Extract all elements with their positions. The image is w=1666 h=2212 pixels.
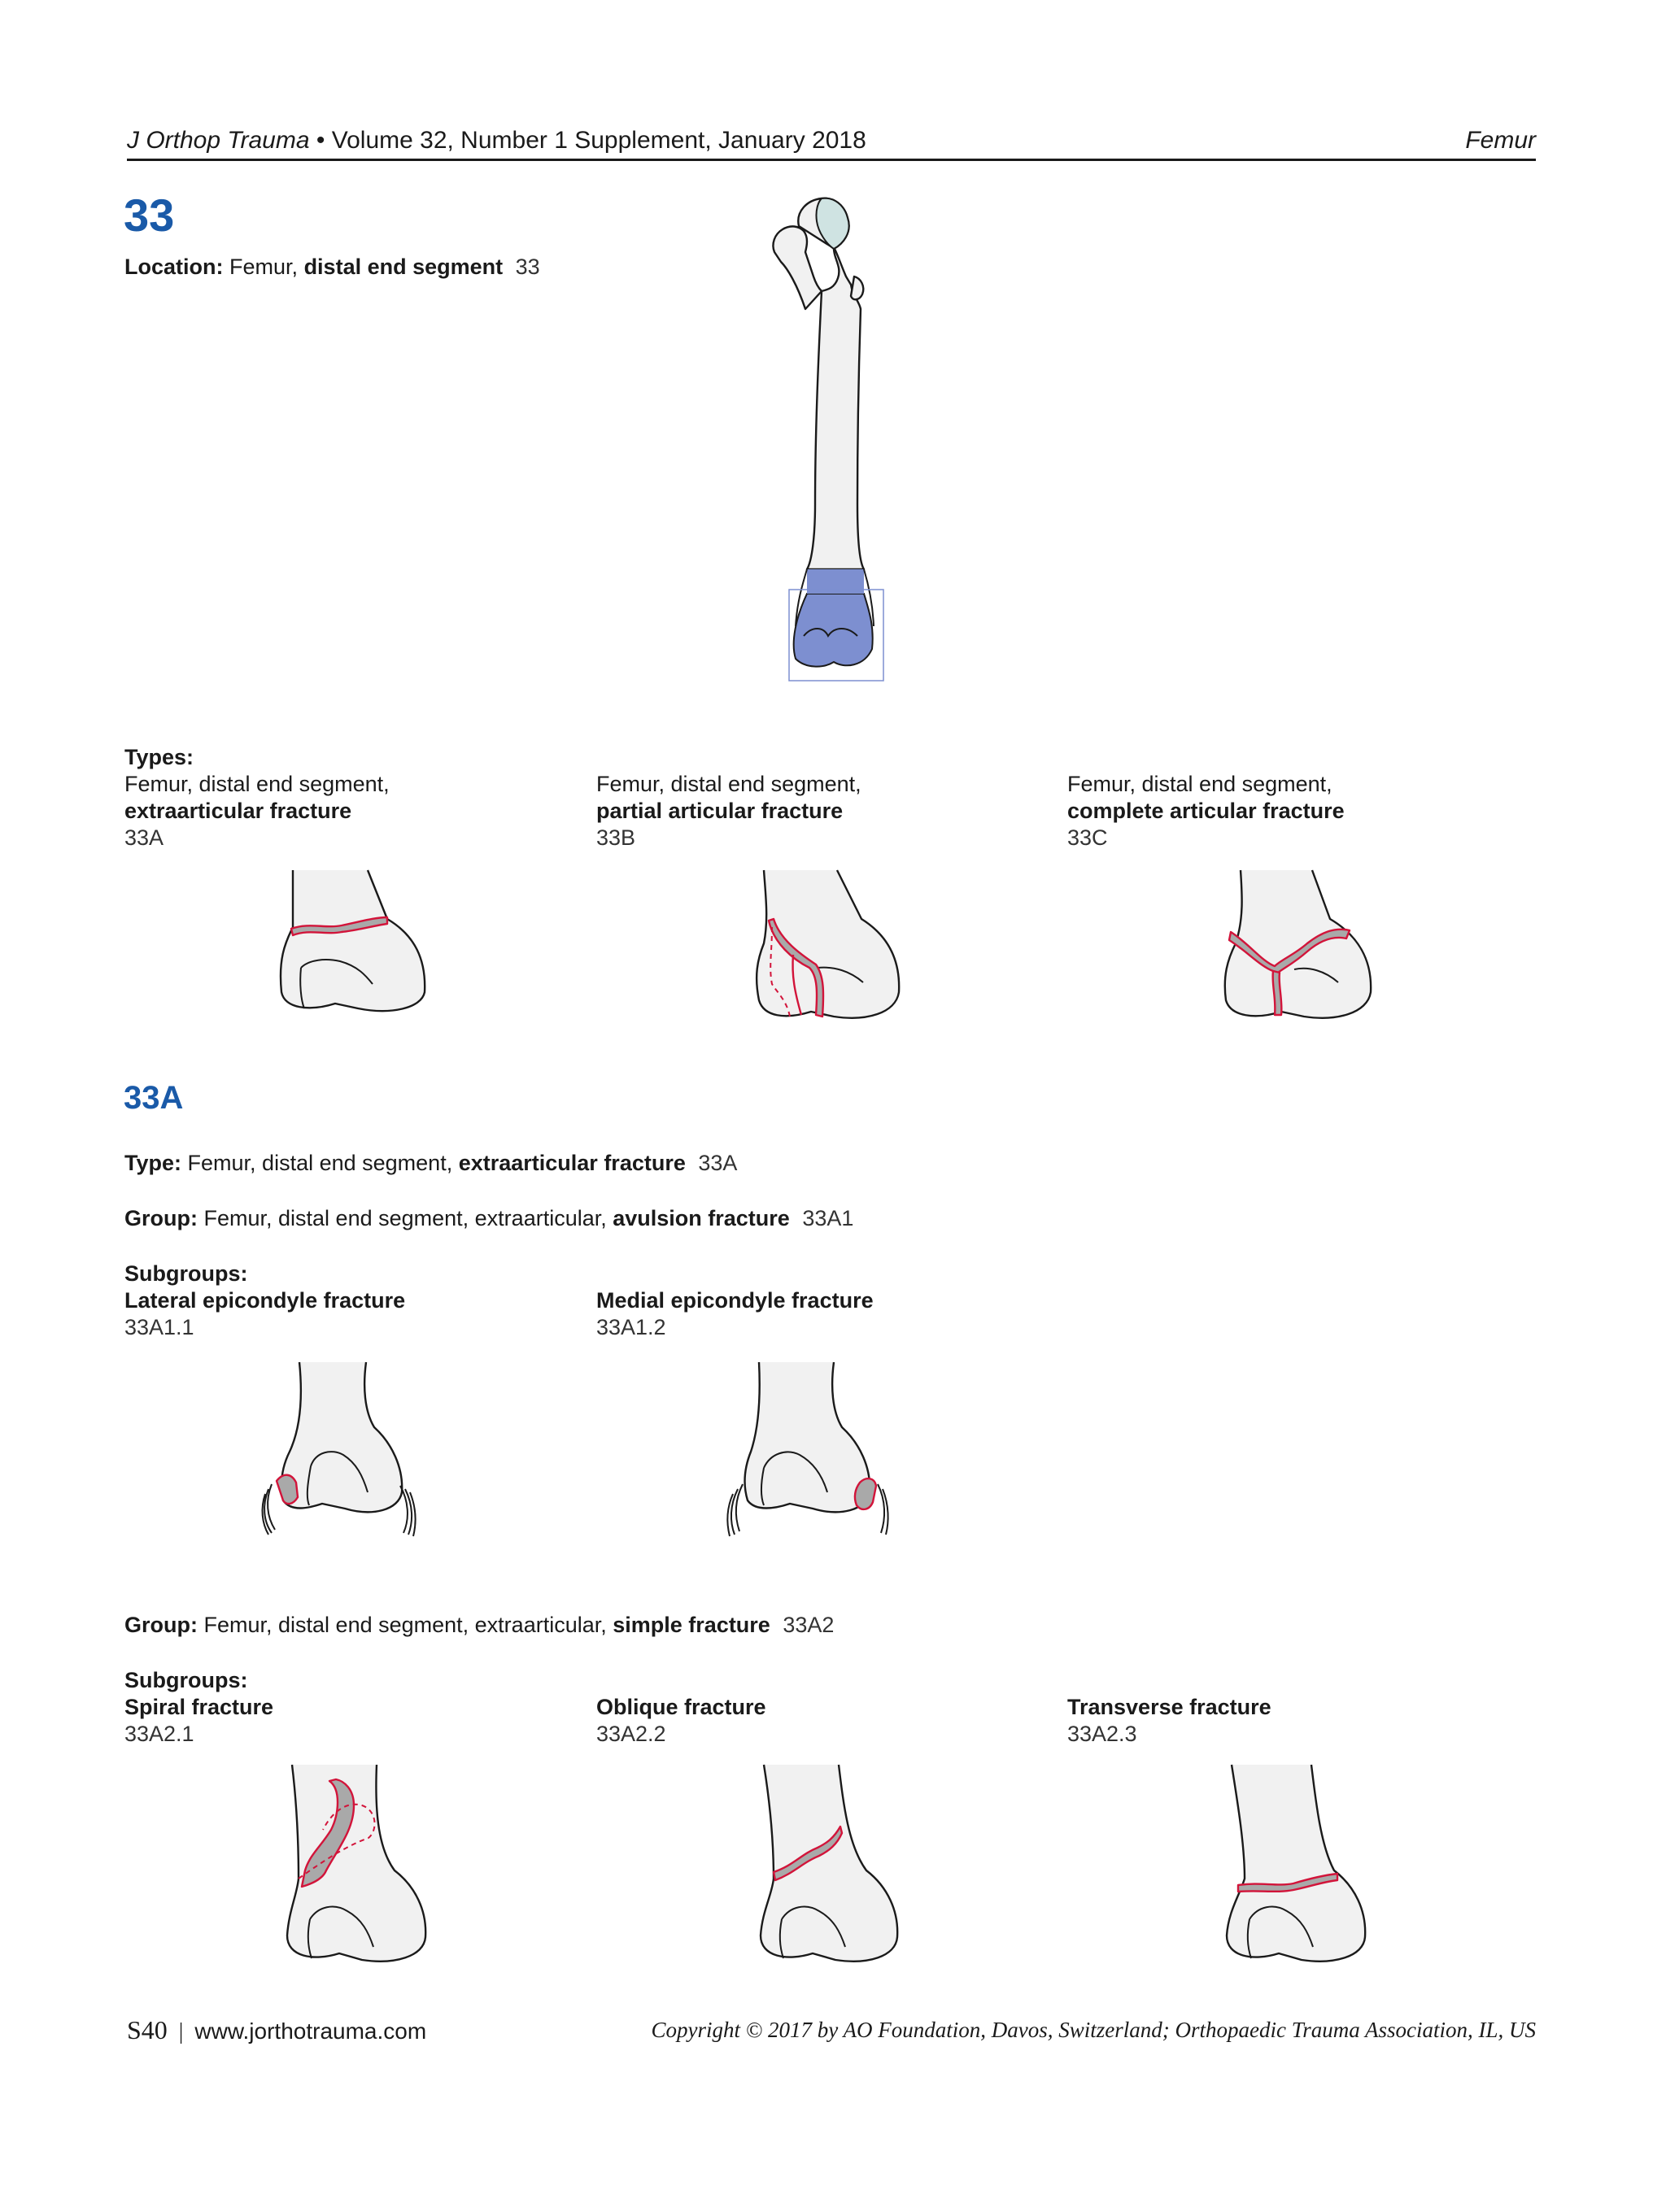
illustration-33a2-2 bbox=[752, 1765, 907, 1992]
type-code: 33A bbox=[698, 1151, 738, 1175]
location-bold: distal end segment bbox=[303, 255, 504, 279]
type-33b-line1: Femur, distal end segment, bbox=[596, 772, 861, 796]
group2-text: Femur, distal end segment, extraarticular, bbox=[203, 1613, 607, 1637]
type-33b-label bbox=[596, 771, 861, 851]
type-text: Femur, distal end segment, bbox=[187, 1151, 453, 1175]
illustration-33a2-3 bbox=[1220, 1765, 1375, 1992]
types-heading: Types: bbox=[124, 745, 194, 769]
journal-name: J Orthop Trauma bbox=[127, 127, 310, 154]
illustration-33a1-2 bbox=[726, 1362, 905, 1557]
illustration-33b bbox=[744, 870, 907, 1041]
footer-separator: | bbox=[178, 2019, 184, 2044]
subgroup-33a2-1 bbox=[124, 1694, 273, 1748]
subgroup-33a1-2 bbox=[596, 1287, 874, 1341]
subgroup-33a2-1-code: 33A2.1 bbox=[124, 1722, 194, 1746]
subgroup-33a1-1-name: Lateral epicondyle fracture bbox=[124, 1288, 406, 1313]
illustration-33c bbox=[1216, 870, 1379, 1041]
running-header bbox=[127, 127, 866, 155]
subgroup-33a2-3 bbox=[1067, 1694, 1271, 1748]
illustration-33a1-1 bbox=[259, 1362, 438, 1557]
type-33c-label bbox=[1067, 771, 1345, 851]
type-33a-code: 33A bbox=[124, 825, 164, 850]
group1-bold: avulsion fracture bbox=[613, 1206, 790, 1230]
subgroup-33a1-1 bbox=[124, 1287, 405, 1341]
type-label: Type: bbox=[124, 1151, 182, 1175]
type-33c-line1: Femur, distal end segment, bbox=[1067, 772, 1332, 796]
type-33b-code: 33B bbox=[596, 825, 636, 850]
page-number: S40 bbox=[127, 2015, 168, 2044]
subgroup-33a2-3-name: Transverse fracture bbox=[1067, 1695, 1271, 1719]
group1-line bbox=[124, 1205, 853, 1232]
type-33b-bold: partial articular fracture bbox=[596, 799, 844, 823]
location-line bbox=[124, 254, 540, 281]
group1-label: Group: bbox=[124, 1206, 198, 1230]
subgroups2-heading: Subgroups: bbox=[124, 1668, 248, 1692]
type-33c-code: 33C bbox=[1067, 825, 1108, 850]
illustration-33a bbox=[277, 870, 431, 1041]
group2-line bbox=[124, 1612, 834, 1639]
footer-left bbox=[127, 2015, 426, 2045]
subgroup-33a2-3-code: 33A2.3 bbox=[1067, 1722, 1137, 1746]
subgroups1-heading: Subgroups: bbox=[124, 1261, 248, 1286]
illustration-33a2-1 bbox=[281, 1765, 435, 1992]
location-label: Location: bbox=[124, 255, 224, 279]
journal-volume: Volume 32, Number 1 Supplement, January 2018 bbox=[331, 127, 866, 154]
segment-number: 33 bbox=[124, 189, 175, 241]
type-line bbox=[124, 1150, 737, 1177]
location-code: 33 bbox=[515, 255, 540, 279]
group2-code: 33A2 bbox=[783, 1613, 835, 1637]
subgroup-33a1-1-code: 33A1.1 bbox=[124, 1315, 194, 1339]
subgroup-33a1-2-code: 33A1.2 bbox=[596, 1315, 666, 1339]
type-33c-bold: complete articular fracture bbox=[1067, 799, 1345, 823]
type-33a-bold: extraarticular fracture bbox=[124, 799, 352, 823]
location-text: Femur, bbox=[229, 255, 299, 279]
journal-website-link[interactable]: www.jorthotrauma.com bbox=[194, 2018, 427, 2044]
header-bullet: • bbox=[316, 127, 325, 154]
group1-code: 33A1 bbox=[802, 1206, 854, 1230]
header-rule bbox=[127, 159, 1536, 161]
subgroup-33a2-2-code: 33A2.2 bbox=[596, 1722, 666, 1746]
group2-label: Group: bbox=[124, 1613, 198, 1637]
section-33a-title: 33A bbox=[124, 1080, 184, 1116]
subgroup-33a2-2-name: Oblique fracture bbox=[596, 1695, 766, 1719]
femur-illustration bbox=[757, 187, 895, 691]
type-33a-label bbox=[124, 771, 390, 851]
group2-bold: simple fracture bbox=[613, 1613, 770, 1637]
section-name: Femur bbox=[1465, 127, 1536, 154]
subgroup-33a1-2-name: Medial epicondyle fracture bbox=[596, 1288, 874, 1313]
copyright-notice: Copyright © 2017 by AO Foundation, Davos, Switzerland; Orthopaedic Trauma Association, IL, US bbox=[651, 2018, 1536, 2042]
type-bold: extraarticular fracture bbox=[458, 1151, 686, 1175]
group1-text: Femur, distal end segment, extraarticular, bbox=[203, 1206, 607, 1230]
subgroup-33a2-1-name: Spiral fracture bbox=[124, 1695, 274, 1719]
type-33a-line1: Femur, distal end segment, bbox=[124, 772, 390, 796]
subgroup-33a2-2 bbox=[596, 1694, 766, 1748]
